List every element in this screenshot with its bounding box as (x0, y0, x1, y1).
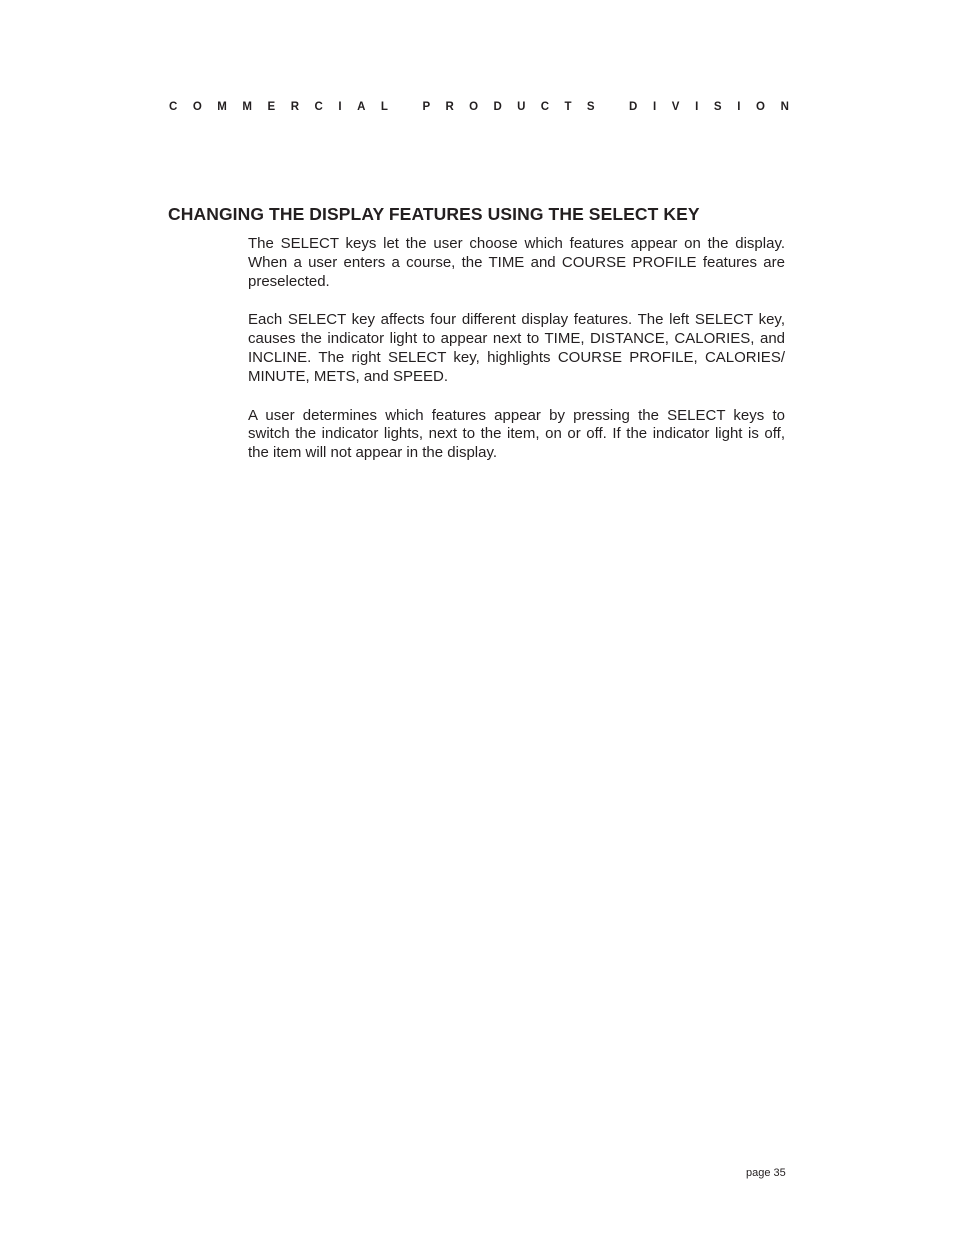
running-header-letter: I (737, 101, 741, 113)
body-paragraph: A user determines which features appear by pressing the SELECT keys to switch the indicator lights, next to the item, on or off. If the indicator light is off, the item will not appear in the display. (248, 406, 785, 462)
running-header-letter: T (564, 101, 572, 113)
running-header-word (423, 100, 595, 114)
running-header-letter: I (695, 101, 699, 113)
running-header-letter: M (242, 101, 252, 113)
running-header-letter: E (267, 101, 276, 113)
section-body (248, 235, 785, 483)
running-header-letter: S (713, 101, 722, 113)
running-header-letter: L (380, 101, 388, 113)
page-number: page 35 (746, 1167, 786, 1179)
running-header-letter: O (192, 101, 202, 113)
running-header-letter: D (629, 101, 638, 113)
running-header-letter: O (756, 101, 765, 113)
running-header-letter: N (780, 101, 789, 113)
running-header-letter: C (169, 101, 178, 113)
running-header-letter: P (422, 101, 431, 113)
running-header-letter: V (671, 101, 680, 113)
running-header (169, 100, 789, 114)
running-header-letter: M (217, 101, 227, 113)
running-header-word (169, 100, 388, 114)
running-header-letter: R (445, 101, 454, 113)
body-paragraph: Each SELECT key affects four different display features. The left SELECT key, causes the indicator light to appear next to TIME, DISTANCE, CALORIES, and INCLINE. The right SELECT key, highlights COURSE PROFILE, CALORIES/ MINUTE, METS, and SPEED. (248, 311, 785, 385)
body-paragraph: The SELECT keys let the user choose which features appear on the display. When a user enters a course, the TIME and COURSE PROFILE features are preselected. (248, 235, 785, 290)
running-header-letter: O (469, 101, 479, 113)
running-header-letter: R (290, 101, 300, 113)
running-header-letter: S (586, 101, 595, 113)
running-header-word (629, 100, 789, 114)
section-title: CHANGING THE DISPLAY FEATURES USING THE SELECT KEY (168, 204, 700, 224)
running-header-letter: I (652, 101, 657, 113)
running-header-letter: C (540, 101, 550, 113)
running-header-letter: I (338, 101, 342, 113)
running-header-letter: U (517, 101, 526, 113)
running-header-letter: D (493, 101, 502, 113)
running-header-letter: A (357, 101, 366, 113)
running-header-letter: C (314, 101, 323, 113)
